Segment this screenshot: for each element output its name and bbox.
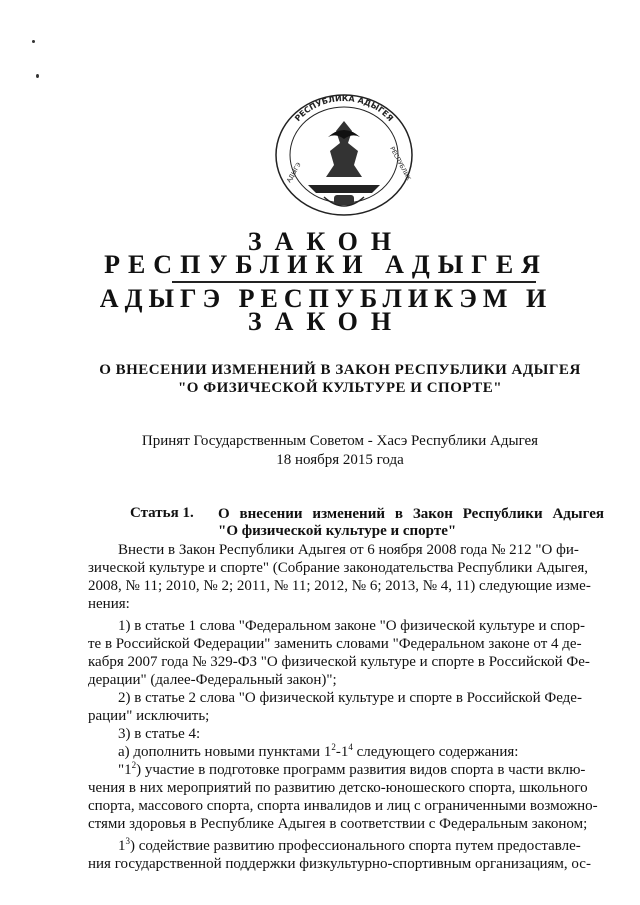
law-subject-line1: О ВНЕСЕНИИ ИЗМЕНЕНИЙ В ЗАКОН РЕСПУБЛИКИ АДЫГЕЯ xyxy=(99,362,581,378)
scan-speck xyxy=(36,74,39,78)
superscript: 2 xyxy=(331,742,336,752)
law-subject-line2: "О ФИЗИЧЕСКОЙ КУЛЬТУРЕ И СПОРТЕ" xyxy=(177,380,503,396)
article-title-line1: О внесении изменений в Закон Республики Адыгея xyxy=(218,506,604,522)
body-line: нения: xyxy=(88,596,130,612)
body-line: спорта, массового спорта, спорта инвалидов и лиц с ограниченными возможно- xyxy=(88,798,598,814)
law-title-republic: РЕСПУБЛИКИ АДЫГЕЯ xyxy=(104,250,548,279)
body-line: зической культуре и спорте" (Собрание законодательства Республики Адыгея, xyxy=(88,560,588,576)
body-text: 1 xyxy=(118,838,126,854)
body-line: 2008, № 11; 2010, № 2; 2011, № 11; 2012, № 6; 2013, № 4, 11) следующие изме- xyxy=(88,578,591,594)
body-line-with-superscript xyxy=(88,837,604,855)
svg-text:РЕСПУБЛИКА АДЫГЕЯ: РЕСПУБЛИКА АДЫГЕЯ xyxy=(293,93,395,124)
superscript: 4 xyxy=(348,742,353,752)
body-line: те в Российской Федерации" заменить словами "Федеральном законе от 4 де- xyxy=(88,636,582,652)
body-line: 2) в статье 2 слова "О физической культуре и спорте в Российской Феде- xyxy=(118,690,582,706)
body-line: Внести в Закон Республики Адыгея от 6 ноября 2008 года № 212 "О фи- xyxy=(118,542,579,558)
superscript: 2 xyxy=(131,760,137,770)
body-line-with-superscript xyxy=(88,743,604,761)
svg-text:РЕСПУБЛИК: РЕСПУБЛИК xyxy=(388,145,412,182)
article-number: Статья 1. xyxy=(130,505,194,521)
body-text: а) дополнить новыми пунктами 1 xyxy=(118,744,332,760)
body-line: кабря 2007 года № 329-ФЗ "О физической культуре и спорте в Российской Фе- xyxy=(88,654,590,670)
body-line: стями здоровья в Республике Адыгея в соответствии с Федеральным законом; xyxy=(88,816,588,832)
law-title: ЗАКОН xyxy=(247,227,405,256)
adoption-date: 18 ноября 2015 года xyxy=(276,452,404,468)
title-divider xyxy=(172,281,536,283)
article-title-line2: "О физической культуре и спорте" xyxy=(218,523,457,539)
adoption-statement: Принят Государственным Советом - Хасэ Республики Адыгея xyxy=(141,433,539,449)
body-text: ) содействие развитию профессионального спорта путем предоставле- xyxy=(130,838,581,854)
body-text: ) участие в подготовке программ развития видов спорта в части вклю- xyxy=(136,762,586,778)
body-line: 3) в статье 4: xyxy=(118,726,201,742)
coat-of-arms-emblem xyxy=(268,93,420,217)
body-text: следующего содержания: xyxy=(352,744,519,760)
body-line: дерации" (далее-Федеральный закон)"; xyxy=(88,672,337,688)
body-text: "1 xyxy=(118,762,132,778)
body-line: чения в них мероприятий по развитию детско-юношеского спорта, школьного xyxy=(88,780,588,796)
body-text: -1 xyxy=(335,744,349,760)
scan-speck xyxy=(32,40,35,43)
body-line: рации" исключить; xyxy=(88,708,210,724)
body-line-with-superscript xyxy=(88,761,604,779)
svg-text:АДЫГЭ: АДЫГЭ xyxy=(285,161,303,184)
superscript: 3 xyxy=(125,836,130,846)
body-line: ния государственной поддержки физкультурно-спортивным организациям, ос- xyxy=(88,856,591,872)
law-title-adyghe: АДЫГЭ РЕСПУБЛИКЭМ И xyxy=(99,284,553,313)
body-line: 1) в статье 1 слова "Федеральном законе "О физической культуре и спор- xyxy=(118,618,585,634)
law-title-adyghe-zakon: ЗАКОН xyxy=(247,307,405,336)
